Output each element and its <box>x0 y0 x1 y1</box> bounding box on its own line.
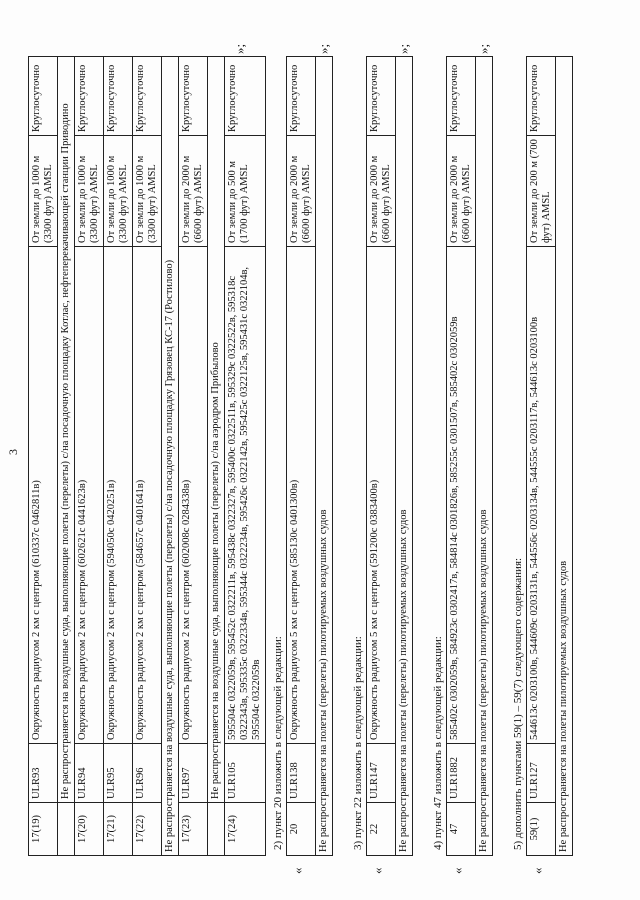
table-row <box>225 57 266 856</box>
table-row <box>104 57 133 856</box>
row-number: 59(1) <box>527 803 556 856</box>
altitude: От земли до 2000 м (6600 фут) AMSL <box>447 136 476 247</box>
zone-description: 585402с 0302059в, 584923с 0302417в, 584814с 0301826в, 585255с 0301507в, 585402с 0302059в <box>447 247 476 744</box>
row-note: Не распространяется на воздушные суда, выполняющие полеты (перелеты) с/на посадочную площадку Грязовец КС-17 (Ростилово) <box>162 57 179 856</box>
section-table-2 <box>286 56 333 856</box>
section-table-5 <box>526 56 573 856</box>
instruction-3: 3) пункт 22 изложить в следующей редакции: <box>352 636 364 850</box>
row-number: 47 <box>447 803 476 856</box>
zone-description: Окружность радиусом 2 км с центром (594050с 0420251в) <box>104 247 133 744</box>
main-table <box>28 56 266 856</box>
zone-description: 544613с 0203100в, 544609с 0203131в, 544556с 0203134в, 544555с 0203117в, 544613с 0203100в <box>527 247 556 744</box>
zone-code: ULR95 <box>104 744 133 803</box>
row-number: 17(19) <box>29 803 58 856</box>
zone-code: ULR96 <box>133 744 162 803</box>
zone-code: ULR1882 <box>447 744 476 803</box>
time: Круглосуточно <box>367 57 396 136</box>
row-number: 17(23) <box>179 803 208 856</box>
instruction-5: 5) дополнить пунктами 59(1) – 59(7) следующего содержания: <box>512 557 524 850</box>
altitude: От земли до 2000 м (6600 фут) AMSL <box>287 136 316 247</box>
time: Круглосуточно <box>287 57 316 136</box>
altitude: От земли до 1000 м (3300 фут) AMSL <box>104 136 133 247</box>
zone-description: Окружность радиусом 2 км с центром (584657с 0401641в) <box>133 247 162 744</box>
open-quote: « <box>450 867 465 874</box>
time: Круглосуточно <box>527 57 556 136</box>
row-number: 22 <box>367 803 396 856</box>
time: Круглосуточно <box>225 57 266 136</box>
table-row <box>58 57 75 856</box>
section-table-3 <box>366 56 413 856</box>
page-number: 3 <box>6 449 20 455</box>
row-note: Не распространяется на полеты (перелеты) пилотируемых воздушных судов <box>316 57 333 856</box>
zone-description: Окружность радиусом 5 км с центром (591200с 0383400в) <box>367 247 396 744</box>
section-table-4 <box>446 56 493 856</box>
zone-description: Окружность радиусом 2 км с центром (602008с 0284338в) <box>179 247 208 744</box>
table-row <box>476 57 493 856</box>
time: Круглосуточно <box>133 57 162 136</box>
closing-quote: »; <box>316 43 331 54</box>
open-quote: « <box>370 867 385 874</box>
row-note: Не распространяется на полеты (перелеты) пилотируемых воздушных судов <box>476 57 493 856</box>
row-note: Не распространяется на воздушные суда, выполняющие полеты (перелеты) с/на аэродром Прибылово <box>208 57 225 803</box>
altitude: От земли до 1000 м (3300 фут) AMSL <box>133 136 162 247</box>
zone-code: ULR94 <box>75 744 104 803</box>
row-number: 17(21) <box>104 803 133 856</box>
altitude: От земли до 200 м (700 фут) AMSL <box>527 136 556 247</box>
row-number: 17(20) <box>75 803 104 856</box>
time: Круглосуточно <box>29 57 58 136</box>
zone-code: ULR138 <box>287 744 316 803</box>
table-row <box>162 57 179 856</box>
zone-code: ULR127 <box>527 744 556 803</box>
closing-quote: »; <box>232 43 247 54</box>
instruction-4: 4) пункт 47 изложить в следующей редакции: <box>432 636 444 850</box>
table-row <box>133 57 162 856</box>
table-row <box>527 57 556 856</box>
zone-code: ULR105 <box>225 744 266 803</box>
zone-description: 595504с 0322059в, 595452с 0322211в, 595438с 0322327в, 595400с 0322511в, 595329с 0322522в, 595318с 0322343в, 595335с 0322334в, 595344с 0322234в, 595426с 0322142в, 595425с 0322125в, 595431с 0322104в, 595504с 0322059в <box>225 247 266 744</box>
altitude: От земли до 1000 м (3300 фут) AMSL <box>29 136 58 247</box>
row-note: Не распространяется на полеты (перелеты) пилотируемых воздушных судов <box>396 57 413 856</box>
table-row <box>447 57 476 856</box>
table-row <box>287 57 316 856</box>
rotated-content <box>0 20 600 880</box>
table-row <box>75 57 104 856</box>
table-row <box>29 57 58 856</box>
time: Круглосуточно <box>447 57 476 136</box>
row-number: 17(22) <box>133 803 162 856</box>
closing-quote: »; <box>396 43 411 54</box>
table-row <box>179 57 208 856</box>
zone-description: Окружность радиусом 5 км с центром (585130с 0401300в) <box>287 247 316 744</box>
closing-quote: »; <box>476 43 491 54</box>
time: Круглосуточно <box>75 57 104 136</box>
time: Круглосуточно <box>179 57 208 136</box>
altitude: От земли до 1000 м (3300 фут) AMSL <box>75 136 104 247</box>
table-row <box>316 57 333 856</box>
zone-code: ULR93 <box>29 744 58 803</box>
zone-code: ULR147 <box>367 744 396 803</box>
instruction-2: 2) пункт 20 изложить в следующей редакции: <box>272 636 284 850</box>
altitude: От земли до 2000 м (6600 фут) AMSL <box>179 136 208 247</box>
table-row <box>208 57 225 856</box>
row-note: Не распространяется на воздушные суда, выполняющие полеты (перелеты) с/на посадочную площадку Котлас, нефтеперекачивающей станции Приводино <box>58 57 75 803</box>
zone-description: Окружность радиусом 2 км с центром (610337с 0462811в) <box>29 247 58 744</box>
time: Круглосуточно <box>104 57 133 136</box>
altitude: От земли до 2000 м (6600 фут) AMSL <box>367 136 396 247</box>
zone-description: Окружность радиусом 2 км с центром (602621с 0441623в) <box>75 247 104 744</box>
altitude: От земли до 500 м (1700 фут) AMSL <box>225 136 266 247</box>
row-number: 17(24) <box>225 803 266 856</box>
row-number: 20 <box>287 803 316 856</box>
row-note: Не распространяется на полеты пилотируемых воздушных судов <box>556 57 573 856</box>
table-row <box>367 57 396 856</box>
zone-code: ULR97 <box>179 744 208 803</box>
table-row <box>556 57 573 856</box>
open-quote: « <box>290 867 305 874</box>
table-row <box>396 57 413 856</box>
open-quote: « <box>530 867 545 874</box>
